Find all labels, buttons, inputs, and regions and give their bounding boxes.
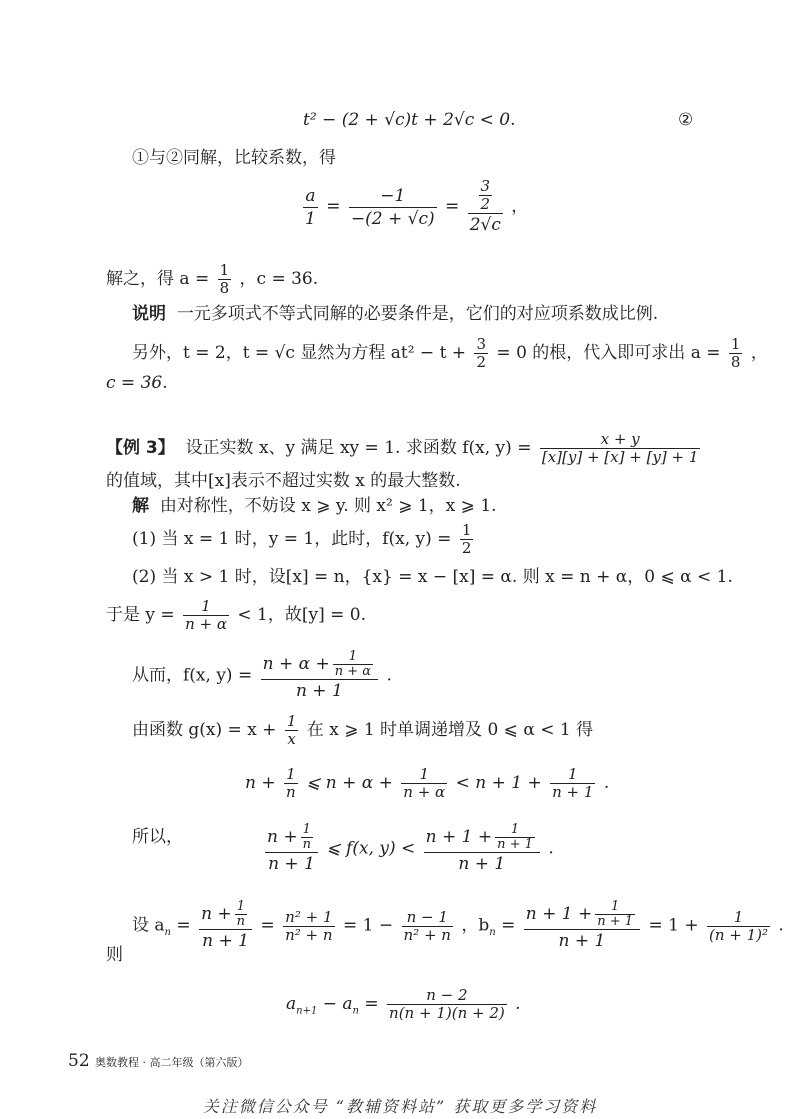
other-line-2: c = 36.: [106, 373, 168, 393]
compare-text: ①与②同解，比较系数，得: [132, 148, 336, 168]
solve-line: 解之，得 a = $\frac{1}{8}$ ，c = 36.: [106, 261, 319, 297]
difference-equation: $a_{n+1} - a_n$ = $\frac{n - 2}{n(n + 1)(n + 2)}$ .: [286, 986, 521, 1022]
monotonic-line: 由函数 g(x) = x + $\frac{1}{x}$ 在 x ⩾ 1 时单调递增及 0 ⩽ α < 1 得: [132, 712, 594, 748]
ratio-equation: $\frac{a}{1}$ = $\frac{-1}{-(2 + √c)}$ = $\frac{\frac{3}{2}}{2√c}$ ，: [305, 177, 529, 235]
sequence-def: 设 $a_n$ = n + $\frac{1}{n}$ n + 1 = $\frac{\text{n² + 1}}{\text{n² + n}}$ = 1 − $\frac{n - 1}{\text{n² + n}}$ ，$b_n$ = n + 1 + $\frac{1}{n + 1}$ n + 1 = 1 + $\frac{1}{\text{(n + 1)²}}$ .: [132, 899, 784, 951]
case-2: (2) 当 x > 1 时，设[x] = n，{x} = x − [x] = α. 则 x = n + α，0 ⩽ α < 1.: [132, 567, 733, 587]
then-label: 则: [106, 945, 123, 965]
so-line: 所以，: [132, 827, 183, 847]
solution-intro: 解 由对称性，不妨设 x ⩾ y. 则 x² ⩾ 1，x ⩾ 1.: [132, 496, 497, 516]
book-title: 奥数教程 · 高二年级（第六版）: [95, 1056, 249, 1069]
other-line: 另外，t = 2，t = √c 显然为方程 at² − t + $\frac{3}{2}$ = 0 的根，代入即可求出 a = $\frac{1}{8}$ ，: [132, 335, 768, 371]
inequality-chain: n + $\frac{1}{n}$ ⩽ n + α + $\frac{1}{n + \alpha}$ < n + 1 + $\frac{1}{n + 1}$ .: [245, 765, 610, 801]
example-3: 【例 3】 设正实数 x、y 满足 xy = 1. 求函数 f(x, y) = $\frac{x + y}{[x][y] + [x] + [y] + 1}$: [106, 430, 699, 466]
equation-tag: ②: [678, 110, 694, 130]
watermark-note: 关注微信公众号 “教辅资料站” 获取更多学习资料: [202, 1097, 598, 1116]
equation-2: t² − (2 + √c)t + 2√c < 0.: [303, 110, 516, 130]
so-inequality: n + $\frac{1}{n}$ n + 1 ⩽ f(x, y) < n + 1 + $\frac{1}{n + 1}$ n + 1 .: [267, 822, 554, 874]
thus-line: 于是 y = $\frac{1}{n + \alpha}$ < 1，故[y] = 0.: [106, 597, 366, 633]
example-3-line-2: 的值域，其中[x]表示不超过实数 x 的最大整数.: [106, 471, 461, 491]
hence-line: 从而，f(x, y) = n + α + $\frac{1}{n + \alpha}$ n + 1 .: [132, 649, 392, 701]
remark: 说明 一元多项式不等式同解的必要条件是，它们的对应项系数成比例.: [132, 304, 659, 324]
case-1: (1) 当 x = 1 时，y = 1，此时，f(x, y) = $\frac{1}{2}$: [132, 521, 472, 557]
page-footer: [68, 1051, 249, 1071]
page-number: 52: [68, 1051, 90, 1071]
